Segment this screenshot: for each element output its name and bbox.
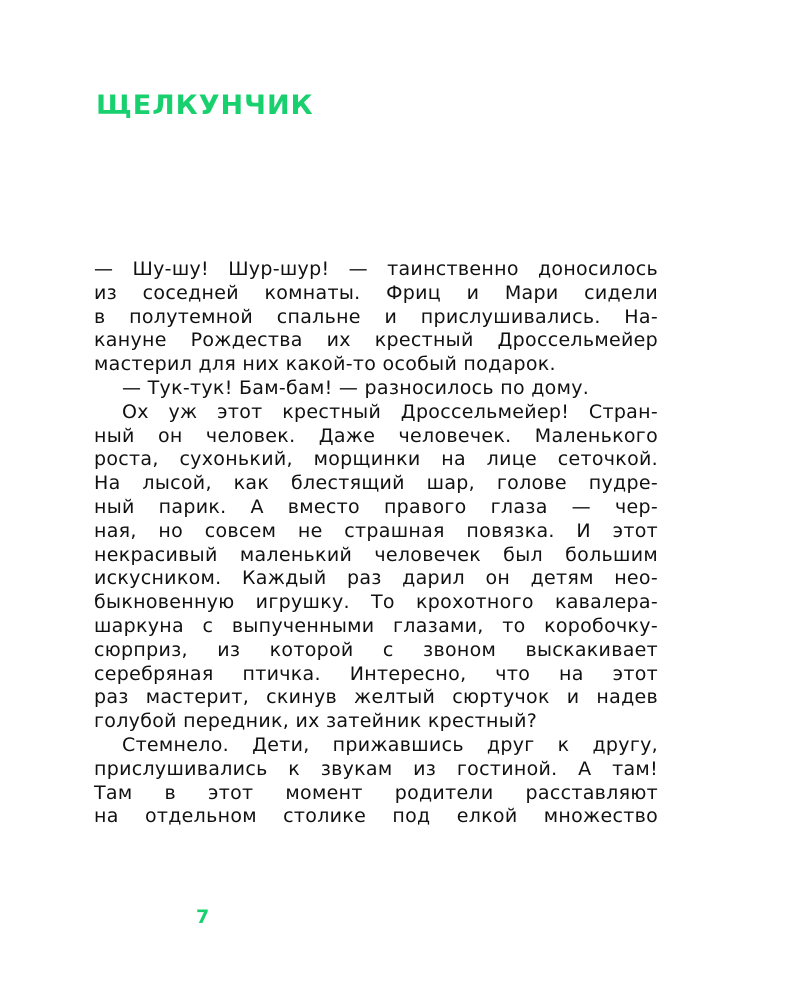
text-line: искусником. Каждый раз дарил он детям нео- (94, 567, 658, 590)
text-line: некрасивый маленький человечек был большим (94, 543, 658, 566)
text-line: из соседней комнаты. Фриц и Мари сидели (94, 281, 658, 304)
page-number: 7 (196, 906, 210, 928)
text-line: Ох уж этот крестный Дроссельмейер! Стран- (122, 400, 658, 423)
text-line: мастерил для них какой-то особый подарок. (94, 353, 556, 376)
text-line: серебряная птичка. Интересно, что на этот (94, 662, 658, 685)
text-line: ный парик. А вместо правого глаза — чер- (94, 495, 658, 518)
text-line: кануне Рождества их крестный Дроссельмейер (94, 329, 658, 352)
chapter-title: ЩЕЛКУНЧИК (96, 90, 314, 121)
text-line: голубой передник, их затейник крестный? (94, 710, 538, 733)
text-line: в полутемной спальне и прислушивались. На- (94, 305, 658, 328)
text-line: быкновенную игрушку. То крохотного кавалера- (94, 591, 658, 614)
text-line: прислушивались к звукам из гостиной. А там! (94, 757, 658, 780)
text-line: сюрприз, из которой с звоном выскакивает (94, 638, 658, 661)
text-line: Стемнело. Дети, прижавшись друг к другу, (122, 733, 658, 756)
text-line: шаркуна с выпученными глазами, то коробочку- (94, 614, 658, 637)
text-line: — Шу-шу! Шур-шур! — таинственно доносилось (94, 258, 658, 280)
text-line: ная, но совсем не страшная повязка. И этот (94, 519, 658, 542)
text-line: — Тук-тук! Бам-бам! — разносилось по дому. (122, 376, 590, 399)
text-line: Там в этот момент родители расставляют (94, 781, 658, 804)
text-line: раз мастерит, скинув желтый сюртучок и надев (94, 686, 658, 709)
text-line: ный он человек. Даже человечек. Маленького (94, 424, 658, 447)
text-line: На лысой, как блестящий шар, голове пудре- (94, 472, 658, 495)
text-line: роста, сухонький, морщинки на лице сеточкой. (94, 448, 658, 471)
body-text (94, 258, 658, 829)
text-line: на отдельном столике под елкой множество (94, 805, 658, 828)
